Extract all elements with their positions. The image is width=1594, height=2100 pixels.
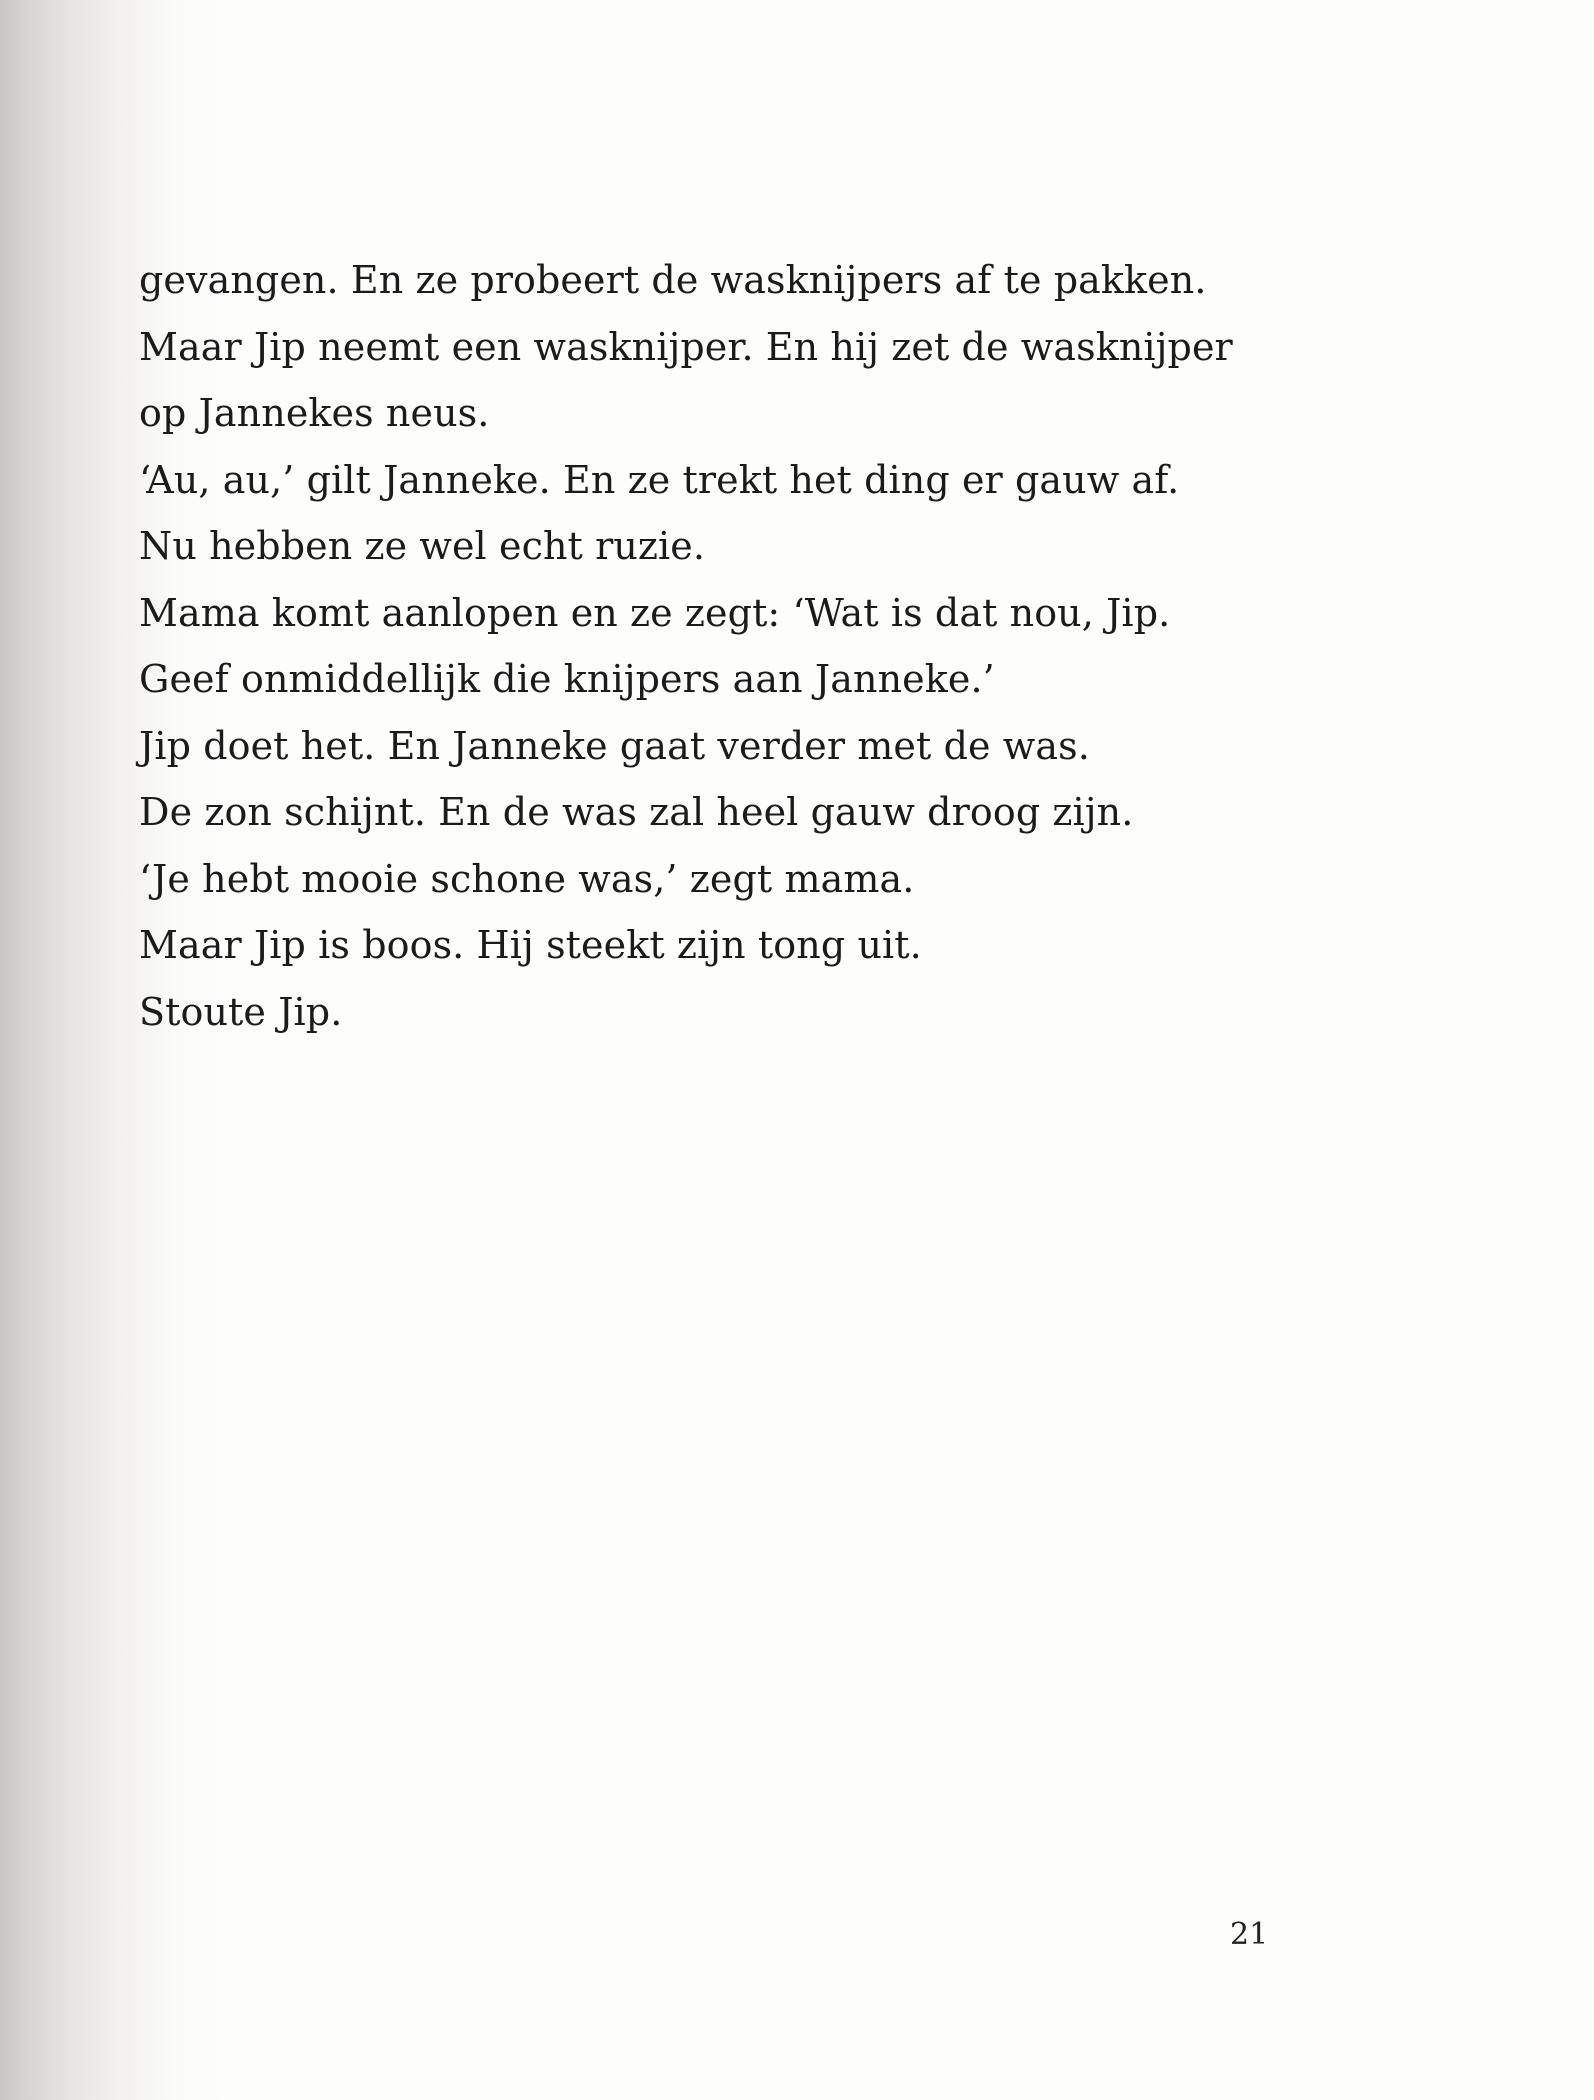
- story-text: [139, 247, 1439, 1045]
- page-number: 21: [1230, 1917, 1269, 1952]
- text-line-7: Geef onmiddellijk die knijpers aan Janneke.’: [139, 657, 995, 701]
- text-line-4: ‘Au, au,’ gilt Janneke. En ze trekt het ding er gauw af.: [139, 457, 1180, 502]
- text-line-12: Stoute Jip.: [139, 989, 343, 1034]
- text-line-10: ‘Je hebt mooie schone was,’ zegt mama.: [139, 856, 915, 901]
- text-line-6: Mama komt aanlopen en ze zegt: ‘Wat is dat nou, Jip.: [139, 590, 1171, 635]
- text-line-3: op Jannekes neus.: [139, 391, 490, 435]
- text-line-8: Jip doet het. En Janneke gaat verder met de was.: [139, 723, 1090, 768]
- text-line-11: Maar Jip is boos. Hij steekt zijn tong uit.: [139, 923, 922, 967]
- text-line-2: Maar Jip neemt een wasknijper. En hij zet de wasknijper: [139, 324, 1233, 369]
- text-line-9: De zon schijnt. En de was zal heel gauw droog zijn.: [139, 790, 1134, 834]
- text-line-5: Nu hebben ze wel echt ruzie.: [139, 524, 706, 568]
- text-line-1: gevangen. En ze probeert de wasknijpers af te pakken.: [139, 258, 1207, 302]
